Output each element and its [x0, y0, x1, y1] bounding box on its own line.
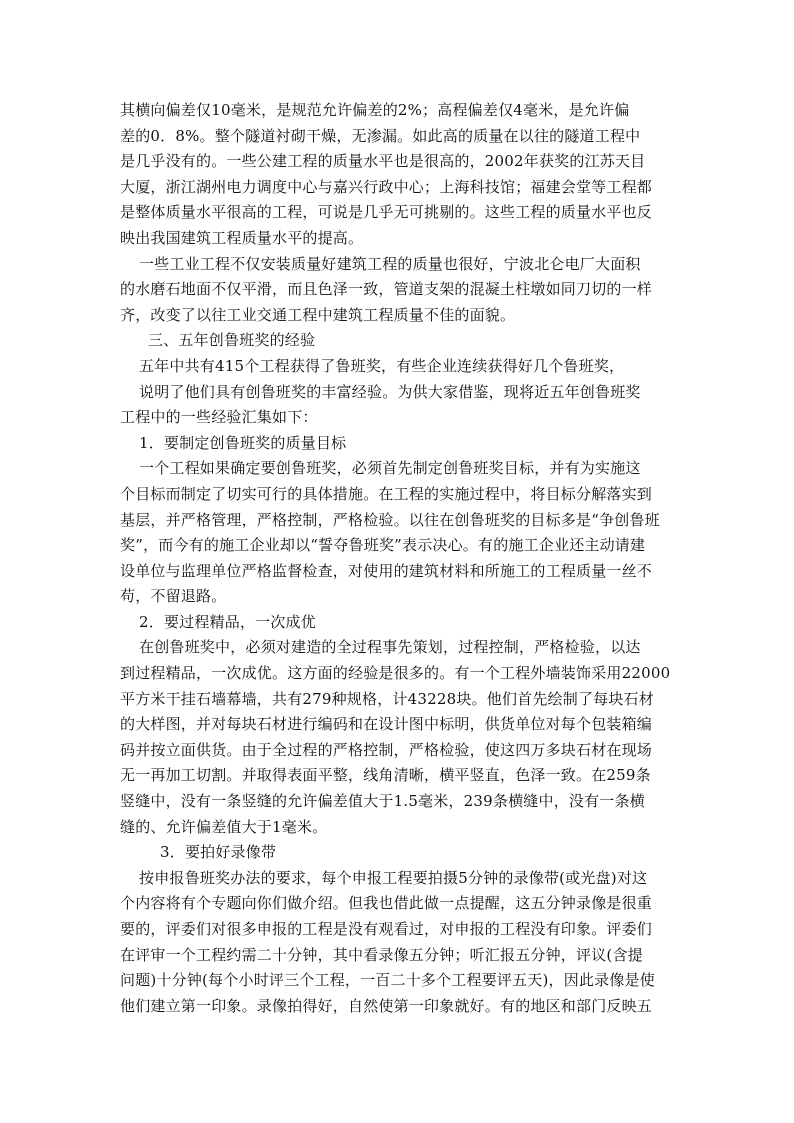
text-line: 个内容将有个专题向你们做介绍。但我也借此做一点提醒，这五分钟录像是很重 — [120, 894, 653, 913]
subheading: 1．要制定创鲁班奖的质量目标 — [139, 433, 347, 452]
text-line: 在评审一个工程约需二十分钟，其中看录像五分钟；听汇报五分钟，评议(含提 — [120, 945, 643, 964]
subheading: 2．要过程精品，一次成优 — [139, 612, 316, 631]
section-heading: 三、五年创鲁班奖的经验 — [148, 331, 316, 350]
text-line: 基层，并严格管理，严格控制，严格检验。以往在创鲁班奖的目标多是“争创鲁班 — [120, 510, 660, 529]
text-line: 工程中的一些经验汇集如下： — [120, 408, 318, 427]
text-line: 差的0．8%。整个隧道衬砌干燥，无渗漏。如此高的质量在以往的隧道工程中 — [120, 126, 641, 145]
text-line: 苟，不留退路。 — [120, 587, 227, 606]
document-page — [120, 98, 680, 1019]
paragraph-start-line: 一个工程如果确定要创鲁班奖，必须首先制定创鲁班奖目标，并有为实施这 — [139, 459, 641, 478]
text-line: 问题)十分钟(每个小时评三个工程，一百二十多个工程要评五天)，因此录像是使 — [120, 971, 655, 990]
text-line: 竖缝中，没有一条竖缝的允许偏差值大于1.5毫米，239条横缝中，没有一条横 — [120, 792, 645, 811]
text-line: 设单位与监理单位严格监督检查，对使用的建筑材料和所施工的工程质量一丝不 — [120, 561, 653, 580]
subheading: 3．要拍好录像带 — [160, 843, 277, 862]
text-line: 大厦，浙江湖州电力调度中心与嘉兴行政中心；上海科技馆；福建会堂等工程都 — [120, 177, 653, 196]
text-line: 是几乎没有的。一些公建工程的质量水平也是很高的，2002年获奖的江苏天目 — [120, 152, 646, 171]
text-line: 到过程精品，一次成优。这方面的经验是很多的。有一个工程外墙装饰采用22000 — [120, 664, 671, 683]
text-line: 其横向偏差仅10毫米，是规范允许偏差的2%；高程偏差仅4毫米，是允许偏 — [120, 101, 630, 119]
text-line: 无一再加工切割。并取得表面平整，线角清晰，横平竖直，色泽一致。在259条 — [120, 766, 651, 785]
paragraph-start-line: 一些工业工程不仅安装质量好建筑工程的质量也很好，宁波北仑电厂大面积 — [139, 254, 641, 273]
text-line: 说明了他们具有创鲁班奖的丰富经验。为供大家借鉴，现将近五年创鲁班奖 — [139, 382, 641, 401]
paragraph-start-line: 按申报鲁班奖办法的要求，每个申报工程要拍摄5分钟的录像带(或光盘)对这 — [139, 868, 648, 887]
text-line: 缝的、允许偏差值大于1毫米。 — [120, 817, 328, 836]
text-line: 要的，评委们对很多申报的工程是没有观看过，对申报的工程没有印象。评委们 — [120, 920, 653, 938]
text-line: 是整体质量水平很高的工程，可说是几乎无可挑剔的。这些工程的质量水平也反 — [120, 203, 653, 222]
text-line: 码并按立面供货。由于全过程的严格控制，严格检验，使这四万多块石材在现场 — [120, 740, 653, 759]
paragraph-start-line: 五年中共有415个工程获得了鲁班奖，有些企业连续获得好几个鲁班奖， — [139, 356, 625, 375]
text-line: 映出我国建筑工程质量水平的提高。 — [120, 228, 364, 247]
text-line: 的大样图，并对每块石材进行编码和在设计图中标明，供货单位对每个包装箱编 — [120, 715, 653, 734]
text-line: 奖”，而今有的施工企业却以“誓夺鲁班奖”表示决心。有的施工企业还主动请建 — [120, 536, 646, 555]
text-line: 他们建立第一印象。录像拍得好，自然使第一印象就好。有的地区和部门反映五 — [120, 996, 653, 1015]
text-line: 个目标而制定了切实可行的具体措施。在工程的实施过程中，将目标分解落实到 — [120, 484, 653, 503]
text-line: 平方米干挂石墙幕墙，共有279种规格，计43228块。他们首先绘制了每块石材 — [120, 689, 654, 708]
text-line: 的水磨石地面不仅平滑，而且色泽一致，管道支架的混凝土柱墩如同刀切的一样 — [120, 280, 653, 299]
text-line: 齐，改变了以往工业交通工程中建筑工程质量不佳的面貌。 — [120, 305, 516, 324]
paragraph-start-line: 在创鲁班奖中，必须对建造的全过程事先策划，过程控制，严格检验，以达 — [139, 638, 641, 657]
